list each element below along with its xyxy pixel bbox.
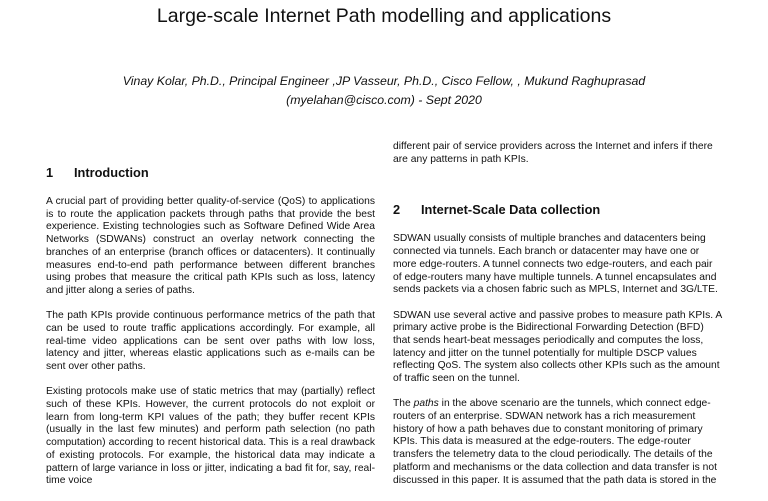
paragraph-body: in the above scenario are the tunnels, which connect edge-routers of an enterprise. SDWAN network has a rich measurement history of how a path behaves due to constant monitoring of primary KPIs. This data is measured at the edge-routers. The edge-router transfers the telemetry data to the cloud periodically. The details of the platform and mechanisms or the data collection and data transfer is not discussed in this paper. It is assumed that the path data is stored in the (393, 398, 717, 486)
paragraph-continuation: different pair of service providers across the Internet and infers if there are any patterns in path KPIs. (393, 141, 713, 165)
paragraph: SDWAN use several active and passive probes to measure path KPIs. A primary active probe is the Bidirectional Forwarding Detection (BFD) that sends heart-beat messages periodically and computes the loss, latency and jitter on the tunnel potentially for multiple DSCP values reflecting QoS. The system also collects other KPIs such as the amount of traffic seen on the tunnel. (393, 309, 722, 385)
author-block (0, 72, 768, 109)
paragraph (393, 398, 723, 487)
section-number: 1 (46, 165, 54, 180)
right-column (393, 141, 723, 500)
authors-line: Vinay Kolar, Ph.D., Principal Engineer ,JP Vasseur, Ph.D., Cisco Fellow, , Mukund Raghuprasad (122, 74, 646, 88)
paper-title: Large-scale Internet Path modelling and applications (156, 5, 612, 27)
left-column (46, 165, 375, 501)
paragraph: Existing protocols make use of static metrics that may (partially) reflect such of these KPIs. However, the current protocols do not exploit or learn from long-term KPI values of the path; they buffer recent KPIs (usually in the last few minutes) and perform path selection (no path computation) according to recent historical data. This is a real drawback of existing protocols. For example, the historical data may indicate a pattern of large variance in loss or jitter, indicating a bad fit for, say, real-time voice (46, 386, 375, 487)
paragraph-lead: The (393, 398, 414, 410)
paragraph: A crucial part of providing better quality-of-service (QoS) to applications is to route the application packets through paths that provide the best experience. Existing technologies such as Software Defined Wide Area Networks (SDWANs) construct an overlay network connecting the branches of an enterprise (branch offices or datacenters). It continually measures end-to-end path performance between different branches using probes that measure the critical path KPIs such as loss, latency and jitter along a series of paths. (46, 196, 375, 296)
section-heading-introduction (46, 165, 375, 180)
section-heading-data-collection (393, 202, 723, 217)
section-title: Introduction (74, 165, 149, 180)
emphasized-term: paths (413, 398, 439, 410)
contact-line: (myelahan@cisco.com) - Sept 2020 (286, 92, 482, 107)
paragraph: The path KPIs provide continuous performance metrics of the path that can be used to route traffic applications accordingly. For example, all real-time video applications can be sent over paths with low loss, latency and jitter, whereas elastic applications such as e-mails can be sent over other paths. (46, 310, 375, 373)
paragraph: SDWAN usually consists of multiple branches and datacenters being connected via tunnels. Each branch or datacenter may have one or more edge-routers. A tunnel connects two edge-routers, and each pair of edge-routers many have multiple tunnels. A tunnel encapsulates and sends packets via a chosen fabric such as MPLS, Internet and 3G/LTE. (393, 233, 718, 296)
section-number: 2 (393, 202, 401, 218)
section-title: Internet-Scale Data collection (421, 202, 601, 218)
